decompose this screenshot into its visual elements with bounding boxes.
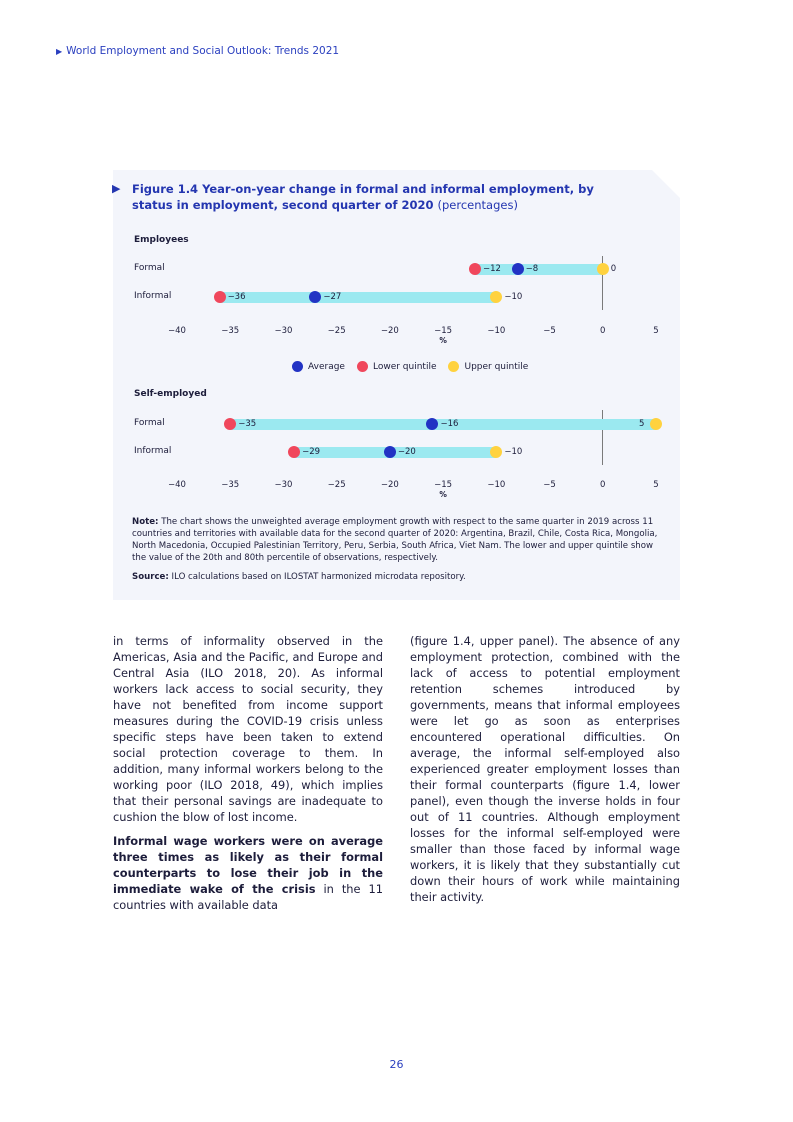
dot-label-average: −16 — [440, 419, 459, 429]
axis-tick-label: −25 — [327, 480, 346, 490]
source-label: Source: — [132, 572, 169, 582]
dot-average — [309, 291, 321, 303]
axis-tick-label: −15 — [434, 326, 453, 336]
dot-average — [384, 446, 396, 458]
dot-label-upper: −10 — [504, 447, 523, 457]
axis-unit-label: % — [439, 336, 447, 345]
triangle-bullet-icon: ▶ — [56, 47, 63, 56]
legend-item-lower — [357, 361, 437, 372]
body-column-right — [410, 633, 680, 913]
dot-label-lower: −35 — [238, 419, 257, 429]
legend-label-upper: Upper quintile — [464, 361, 529, 372]
axis-tick-label: −30 — [274, 326, 293, 336]
axis-tick-label: −30 — [274, 480, 293, 490]
axis-tick-label: 5 — [653, 480, 659, 490]
source-text: ILO calculations based on ILOSTAT harmonized microdata repository. — [171, 572, 466, 582]
axis-tick-label: −35 — [221, 480, 240, 490]
dot-label-average: −20 — [397, 447, 416, 457]
dot-label-lower: −36 — [227, 292, 246, 302]
legend-swatch-lower — [357, 361, 368, 372]
axis-tick-label: −10 — [487, 480, 506, 490]
note-label: Note: — [132, 517, 159, 527]
dot-lower — [288, 446, 300, 458]
axis-tick-label: 0 — [600, 326, 606, 336]
figure-title-text: Figure 1.4 Year-on-year change in formal and informal employment, by status in employment, second quarter of 2020 — [132, 182, 594, 212]
dot-upper — [597, 263, 609, 275]
axis-tick-label: −20 — [380, 326, 399, 336]
axis-tick-label: −35 — [221, 326, 240, 336]
row-label-employees-informal: Informal — [134, 291, 172, 301]
legend-item-average — [292, 361, 345, 372]
dot-upper — [650, 418, 662, 430]
dot-label-lower: −12 — [483, 264, 501, 274]
axis-tick-label: −5 — [543, 480, 556, 490]
dot-average — [512, 263, 524, 275]
body-paragraph: in terms of informality observed in the Americas, Asia and the Pacific, and Europe and Central Asia (ILO 2018, 20). As informal workers lack access to social security, they have not benefited from income support measures during the COVID-19 crisis unless specific steps have been taken to extend social protection coverage to them. In addition, many informal workers belong to the working poor (ILO 2018, 49), which implies that their personal savings are inadequate to cushion the blow of lost income. — [113, 634, 383, 824]
axis-tick-label: −15 — [434, 480, 453, 490]
figure-source — [132, 572, 466, 582]
chart-legend — [292, 361, 528, 372]
dot-label-upper: 0 — [610, 264, 617, 274]
dot-label-average: −27 — [323, 292, 342, 302]
body-emphasis: Informal wage workers were on average three times as likely as their formal counterparts to lose their job in the immediate wake of the crisis — [113, 834, 383, 896]
row-label-self-informal: Informal — [134, 446, 172, 456]
dot-label-lower: −29 — [302, 447, 321, 457]
figure-note — [132, 516, 662, 564]
dot-lower — [224, 418, 236, 430]
range-bar — [220, 292, 497, 303]
axis-unit-label: % — [439, 490, 447, 499]
legend-swatch-upper — [448, 361, 459, 372]
dot-average — [426, 418, 438, 430]
dot-upper — [490, 291, 502, 303]
dot-label-average: −8 — [525, 264, 539, 274]
dot-lower — [214, 291, 226, 303]
axis-tick-label: 0 — [600, 480, 606, 490]
legend-swatch-average — [292, 361, 303, 372]
axis-tick-label: −20 — [380, 480, 399, 490]
axis-tick-label: −5 — [543, 326, 556, 336]
legend-label-lower: Lower quintile — [372, 361, 437, 372]
body-column-left — [113, 633, 383, 921]
axis-tick-label: −40 — [168, 326, 186, 336]
row-label-self-formal: Formal — [134, 418, 165, 428]
panel-title-self-employed: Self-employed — [134, 389, 207, 399]
dot-lower — [469, 263, 481, 275]
body-paragraph — [113, 833, 383, 913]
note-text: The chart shows the unweighted average employment growth with respect to the same quarter in 2019 across 11 countries and territories with available data for the second quarter of 2020: Argentina, Brazil, Chile, Costa Rica, Mongolia, North Macedonia, Occupied Palestinian Territory, Peru, Serbia, South Africa, Viet Nam. The lower and upper quintile show the value of the 20th and 80th percentile of observations, respectively. — [132, 517, 658, 563]
axis-tick-label: −10 — [487, 326, 506, 336]
running-header — [56, 45, 339, 57]
panel-title-employees: Employees — [134, 235, 189, 245]
dot-upper — [490, 446, 502, 458]
dot-label-upper: 5 — [639, 419, 645, 429]
legend-label-average: Average — [308, 361, 345, 372]
body-paragraph: (figure 1.4, upper panel). The absence of any employment protection, combined with the lack of access to potential employment retention schemes introduced by governments, means that informal employees were let go as soon as enterprises encountered operational difficulties. On average, the informal self-employed also experienced greater employment losses than their formal counterparts (figure 1.4, lower panel), even though the inverse holds in four out of 11 countries. Although employment losses for the informal self-employed were smaller than those faced by informal wage workers, it is likely that they substantially cut down their hours of work while maintaining their activity. — [410, 634, 680, 904]
axis-tick-label: 5 — [653, 326, 659, 336]
running-header-title: World Employment and Social Outlook: Trends 2021 — [66, 45, 340, 57]
page-number: 26 — [389, 1058, 404, 1071]
body-text: in the 11 countries with available data — [113, 882, 383, 912]
row-label-employees-formal: Formal — [134, 263, 165, 273]
axis-tick-label: −25 — [327, 326, 346, 336]
legend-item-upper — [448, 361, 528, 372]
axis-tick-label: −40 — [168, 480, 186, 490]
figure-title — [112, 181, 602, 213]
figure-title-suffix: (percentages) — [437, 198, 518, 212]
dot-label-upper: −10 — [504, 292, 523, 302]
triangle-bullet-icon: ▶ — [112, 182, 121, 195]
